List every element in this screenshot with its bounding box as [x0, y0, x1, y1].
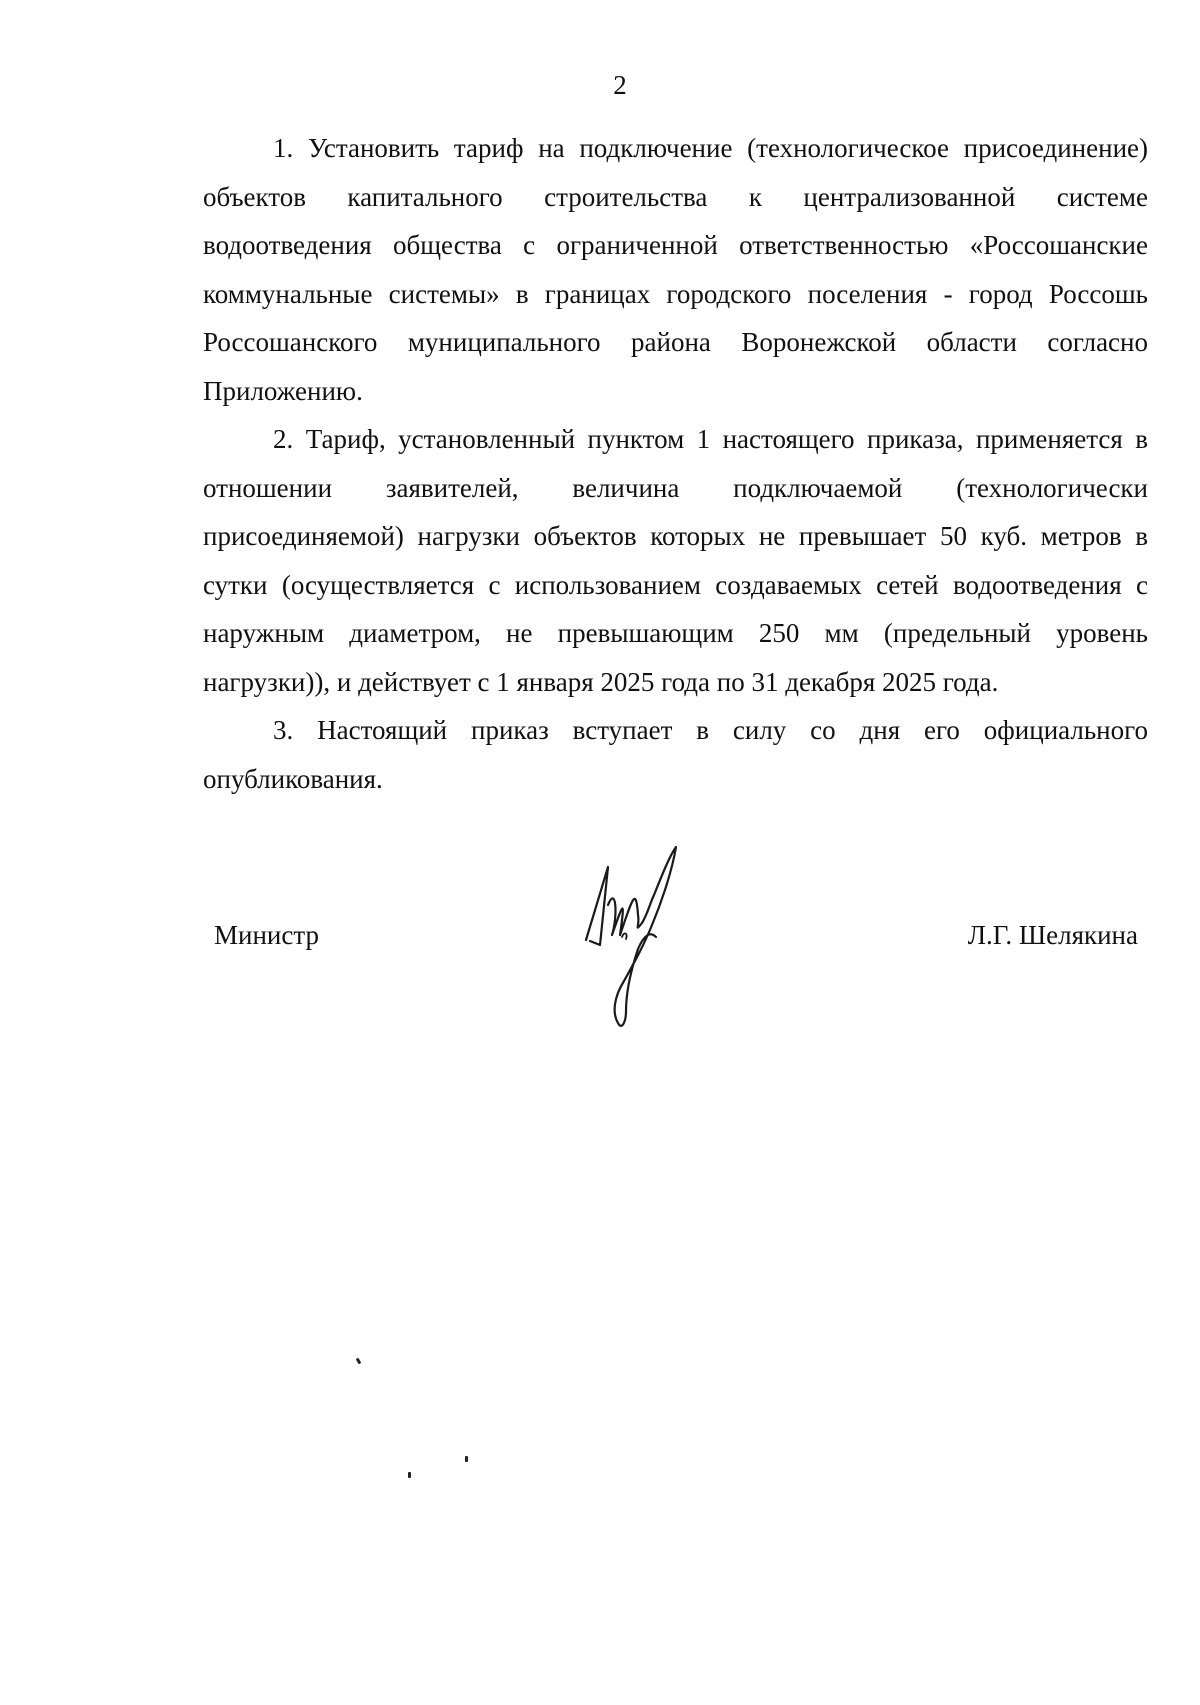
page-number: 2	[613, 70, 627, 100]
handwritten-signature	[578, 845, 728, 1035]
paragraph-1: 1. Установить тариф на подключение (технологическое присоединение) объектов капитального строительства к централизованной системе водоотведения общества с ограниченной ответственностью «Россошанские коммунальные системы» в границах городского поселения - город Россошь Россошанского муниципального района Воронежской области согласно Приложению.	[203, 133, 1148, 406]
signer-name: Л.Г. Шелякина	[967, 920, 1138, 950]
paragraph-3: 3. Настоящий приказ вступает в силу со дня его официального опубликования.	[203, 715, 1148, 794]
scan-speck	[356, 1358, 362, 1365]
paragraph-2: 2. Тариф, установленный пунктом 1 настоящего приказа, применяется в отношении заявителей, величина подключаемой (технологически присоединяемой) нагрузки объектов которых не превышает 50 куб. метров в сутки (осуществляется с использованием создаваемых сетей водоотведения с наружным диаметром, не превышающим 250 мм (предельный уровень нагрузки)), и действует с 1 января 2025 года по 31 декабря 2025 года.	[203, 424, 1148, 697]
scan-speck	[408, 1472, 411, 1478]
signer-title: Министр	[214, 920, 319, 950]
scan-speck	[465, 1456, 468, 1462]
document-body	[203, 124, 1148, 803]
